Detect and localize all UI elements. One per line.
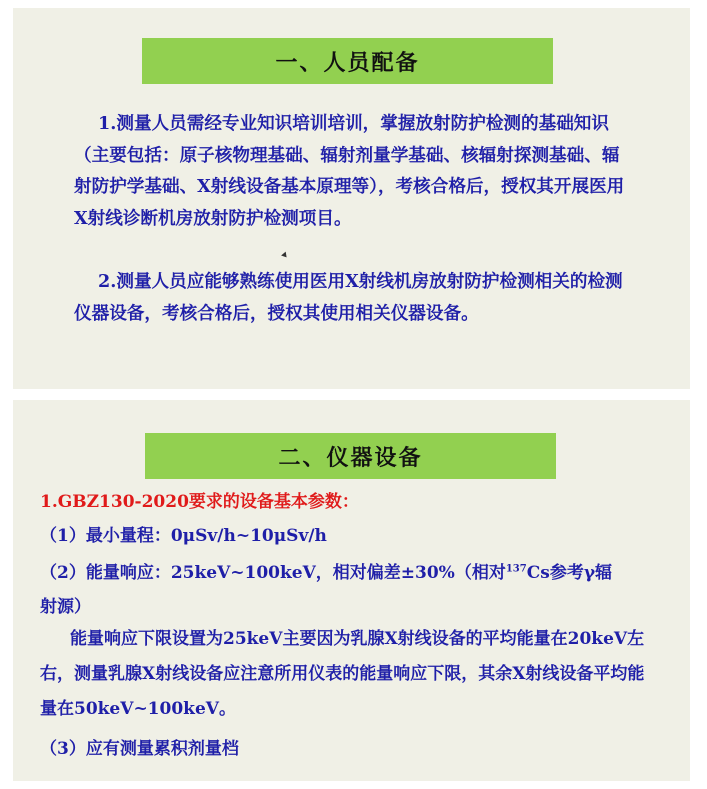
isotope-mass-number: 137: [505, 563, 527, 575]
list-item-energy-response: [40, 558, 612, 583]
energy-response-explanation: 能量响应下限设置为25keV主要因为乳腺X射线设备的平均能量在20keV左右，测量乳腺X射线设备应注意所用仪表的能量响应下限，其余X射线设备平均能量在50keV~100keV。: [40, 629, 645, 719]
paragraph-1: 1.测量人员需经专业知识培训培训，掌握放射防护检测的基础知识（主要包括：原子核物理基础、辐射剂量学基础、核辐射探测基础、辐射防护学基础、X射线设备基本原理等），考核合格后，授权其开展医用X射线诊断机房放射防护检测项目。: [74, 113, 625, 229]
paragraph-2: 2.测量人员应能够熟练使用医用X射线机房放射防护检测相关的检测仪器设备，考核合格后，授权其使用相关仪器设备。: [74, 271, 623, 324]
list-item-cumulative-dose: （3）应有测量累积剂量档: [40, 739, 239, 759]
slide-title: 一、人员配备: [142, 38, 553, 84]
energy-response-text-end: Cs参考γ辐: [526, 563, 613, 583]
slide-personnel: [13, 8, 690, 389]
slide-title: 二、仪器设备: [145, 433, 556, 479]
requirements-heading: 1.GBZ130-2020要求的设备基本参数：: [40, 492, 359, 512]
slide-equipment: [13, 400, 690, 781]
energy-response-text: （2）能量响应：25keV~100keV，相对偏差±30%（相对: [40, 563, 506, 583]
mouse-cursor-icon: [281, 252, 289, 260]
list-item-min-range: （1）最小量程：0μSv/h~10μSv/h: [40, 526, 327, 546]
list-item-energy-response-cont: 射源）: [40, 597, 91, 617]
